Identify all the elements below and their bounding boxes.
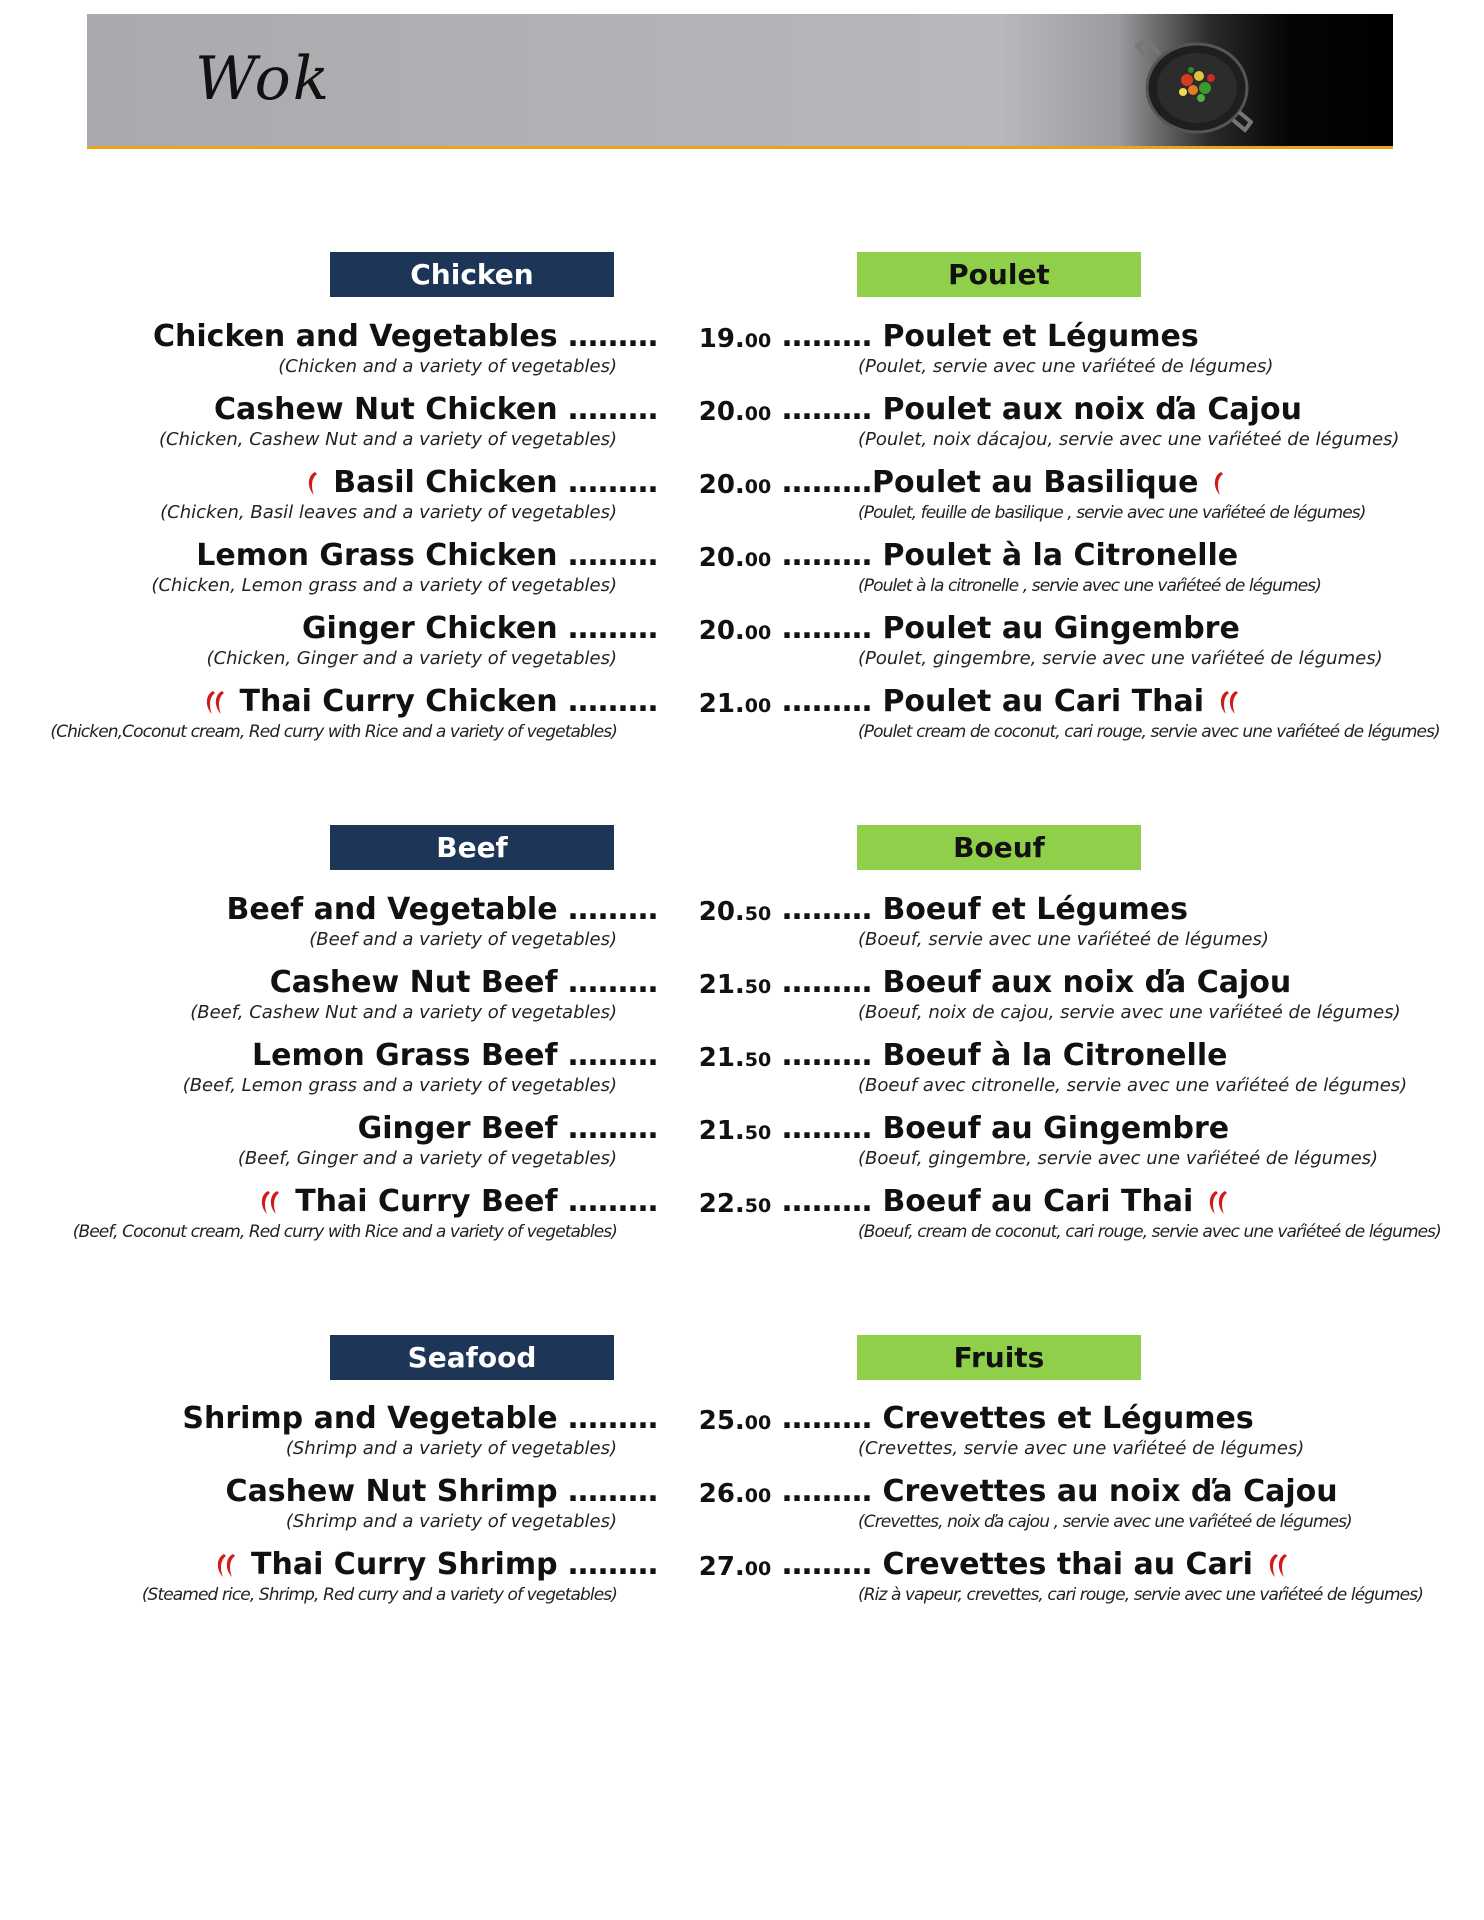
dish-price: 21.50 [698, 1043, 772, 1073]
dish-description-en: (Shrimp and a variety of vegetables) [285, 1438, 617, 1459]
dish-name-en: Cashew Nut Chicken ……… [214, 392, 658, 427]
menu-item [0, 1110, 1484, 1182]
dish-name-en: Cashew Nut Beef ……… [269, 965, 658, 1000]
dish-price: 26.00 [698, 1479, 772, 1509]
dish-price: 21.50 [698, 970, 772, 1000]
page-title: Wok [195, 44, 332, 114]
section-header-en: Seafood [330, 1335, 614, 1380]
section-header-fr: Poulet [857, 252, 1141, 297]
dish-description-en: (Beef, Coconut cream, Red curry with Rice and a variety of vegetables) [72, 1222, 617, 1242]
dish-name-fr: ……… Poulet à la Citronelle [782, 538, 1239, 573]
section-header-fr: Fruits [857, 1335, 1141, 1380]
dish-description-en: (Beef, Ginger and a variety of vegetables) [237, 1148, 617, 1169]
menu-item [0, 683, 1484, 755]
wok-pan-image [1135, 30, 1253, 136]
chili-icon [215, 1552, 237, 1580]
dish-name-fr: ……… Crevettes et Légumes [782, 1401, 1254, 1436]
dish-description-fr: (Poulet cream de coconut, cari rouge, servie avec une vaŕiéteé de légumes) [858, 722, 1440, 742]
dish-description-fr: (Boeuf, servie avec une vaŕiéteé de légumes) [858, 929, 1269, 950]
dish-name-fr: ………Poulet au Basilique [782, 464, 1225, 502]
dish-name-en: Chicken and Vegetables ……… [153, 319, 658, 354]
dish-description-fr: (Poulet à la citronelle , servie avec une vaŕiéteé de légumes) [858, 576, 1321, 596]
dish-description-en: (Steamed rice, Shrimp, Red curry and a variety of vegetables) [141, 1585, 617, 1605]
chili-icon [1267, 1552, 1289, 1580]
dish-price: 25.00 [698, 1406, 772, 1436]
dish-name-fr: ……… Crevettes thai au Cari [782, 1546, 1289, 1584]
dish-price: 20.50 [698, 897, 772, 927]
menu-item [0, 1400, 1484, 1472]
dish-price: 22.50 [698, 1189, 772, 1219]
chili-icon [306, 470, 319, 498]
dish-description-en: (Chicken,Coconut cream, Red curry with Rice and a variety of vegetables) [50, 722, 617, 742]
dish-description-fr: (Poulet, gingembre, servie avec une vaŕiéteé de légumes) [858, 648, 1383, 669]
dish-description-fr: (Crevettes, servie avec une vaŕiéteé de légumes) [858, 1438, 1305, 1459]
dish-price: 21.00 [698, 689, 772, 719]
dish-name-en: Lemon Grass Chicken ……… [196, 538, 658, 573]
dish-description-fr: (Riz à vapeur, crevettes, cari rouge, servie avec une vaŕiéteé de légumes) [858, 1585, 1423, 1605]
dish-description-fr: (Boeuf avec citronelle, servie avec une vaŕiéteé de légumes) [858, 1075, 1408, 1096]
dish-name-fr: ……… Boeuf à la Citronelle [782, 1038, 1228, 1073]
dish-name-en: Ginger Beef ……… [357, 1111, 658, 1146]
dish-price: 20.00 [698, 616, 772, 646]
menu-item [0, 1546, 1484, 1618]
menu-item [0, 391, 1484, 463]
menu-item [0, 1183, 1484, 1255]
dish-name-en: Thai Curry Chicken ……… [204, 683, 659, 721]
dish-description-en: (Chicken, Ginger and a variety of vegetables) [206, 648, 617, 669]
section-header-en: Beef [330, 825, 614, 870]
section-header-fr: Boeuf [857, 825, 1141, 870]
dish-price: 21.50 [698, 1116, 772, 1146]
dish-name-en: Thai Curry Beef ……… [259, 1183, 658, 1221]
section-header-en: Chicken [330, 252, 614, 297]
dish-name-fr: ……… Boeuf au Gingembre [782, 1111, 1230, 1146]
dish-price: 19.00 [698, 324, 772, 354]
dish-description-en: (Beef and a variety of vegetables) [309, 929, 617, 950]
dish-description-en: (Beef, Cashew Nut and a variety of vegetables) [190, 1002, 617, 1023]
dish-description-en: (Chicken, Lemon grass and a variety of vegetables) [151, 575, 617, 596]
dish-name-fr: ……… Boeuf au Cari Thai [782, 1183, 1229, 1221]
dish-description-en: (Chicken, Basil leaves and a variety of vegetables) [160, 502, 617, 523]
menu-item [0, 1473, 1484, 1545]
dish-name-fr: ……… Boeuf et Légumes [782, 892, 1189, 927]
dish-name-en: Shrimp and Vegetable ……… [182, 1401, 658, 1436]
header-bar [87, 14, 1393, 149]
dish-name-fr: ……… Crevettes au noix ďa Cajou [782, 1474, 1338, 1509]
menu-item [0, 318, 1484, 390]
dish-description-fr: (Boeuf, cream de coconut, cari rouge, servie avec une vaŕiéteé de légumes) [858, 1222, 1441, 1242]
dish-price: 27.00 [698, 1552, 772, 1582]
dish-description-en: (Chicken and a variety of vegetables) [278, 356, 617, 377]
dish-name-fr: ……… Poulet aux noix ďa Cajou [782, 392, 1302, 427]
dish-name-en: Basil Chicken ……… [306, 464, 658, 502]
dish-name-en: Beef and Vegetable ……… [226, 892, 658, 927]
dish-name-fr: ……… Poulet au Gingembre [782, 611, 1240, 646]
dish-description-en: (Shrimp and a variety of vegetables) [285, 1511, 617, 1532]
dish-price: 20.00 [698, 543, 772, 573]
dish-description-fr: (Poulet, servie avec une vaŕiéteé de légumes) [858, 356, 1274, 377]
dish-name-fr: ……… Poulet au Cari Thai [782, 683, 1240, 721]
menu-item [0, 610, 1484, 682]
dish-price: 20.00 [698, 470, 772, 500]
dish-description-fr: (Boeuf, gingembre, servie avec une vaŕiéteé de légumes) [858, 1148, 1379, 1169]
chili-icon [1212, 470, 1225, 498]
chili-icon [204, 689, 226, 717]
dish-description-fr: (Poulet, feuille de basilique , servie avec une vaŕiéteé de légumes) [858, 503, 1366, 523]
dish-name-en: Cashew Nut Shrimp ……… [225, 1474, 658, 1509]
menu-item [0, 464, 1484, 536]
dish-name-fr: ……… Boeuf aux noix ďa Cajou [782, 965, 1292, 1000]
chili-icon [259, 1189, 281, 1217]
dish-description-en: (Beef, Lemon grass and a variety of vegetables) [182, 1075, 617, 1096]
dish-name-fr: ……… Poulet et Légumes [782, 319, 1199, 354]
dish-description-fr: (Boeuf, noix de cajou, servie avec une vaŕiéteé de légumes) [858, 1002, 1401, 1023]
menu-item [0, 964, 1484, 1036]
dish-price: 20.00 [698, 397, 772, 427]
chili-icon [1207, 1189, 1229, 1217]
dish-description-fr: (Crevettes, noix ďa cajou , servie avec une vaŕiéteé de légumes) [858, 1512, 1352, 1532]
chili-icon [1218, 689, 1240, 717]
dish-name-en: Thai Curry Shrimp ……… [215, 1546, 658, 1584]
dish-description-fr: (Poulet, noix dácajou, servie avec une vaŕiéteé de légumes) [858, 429, 1400, 450]
dish-name-en: Ginger Chicken ……… [301, 611, 658, 646]
menu-item [0, 537, 1484, 609]
dish-description-en: (Chicken, Cashew Nut and a variety of vegetables) [158, 429, 617, 450]
menu-item [0, 891, 1484, 963]
dish-name-en: Lemon Grass Beef ……… [251, 1038, 658, 1073]
menu-item [0, 1037, 1484, 1109]
